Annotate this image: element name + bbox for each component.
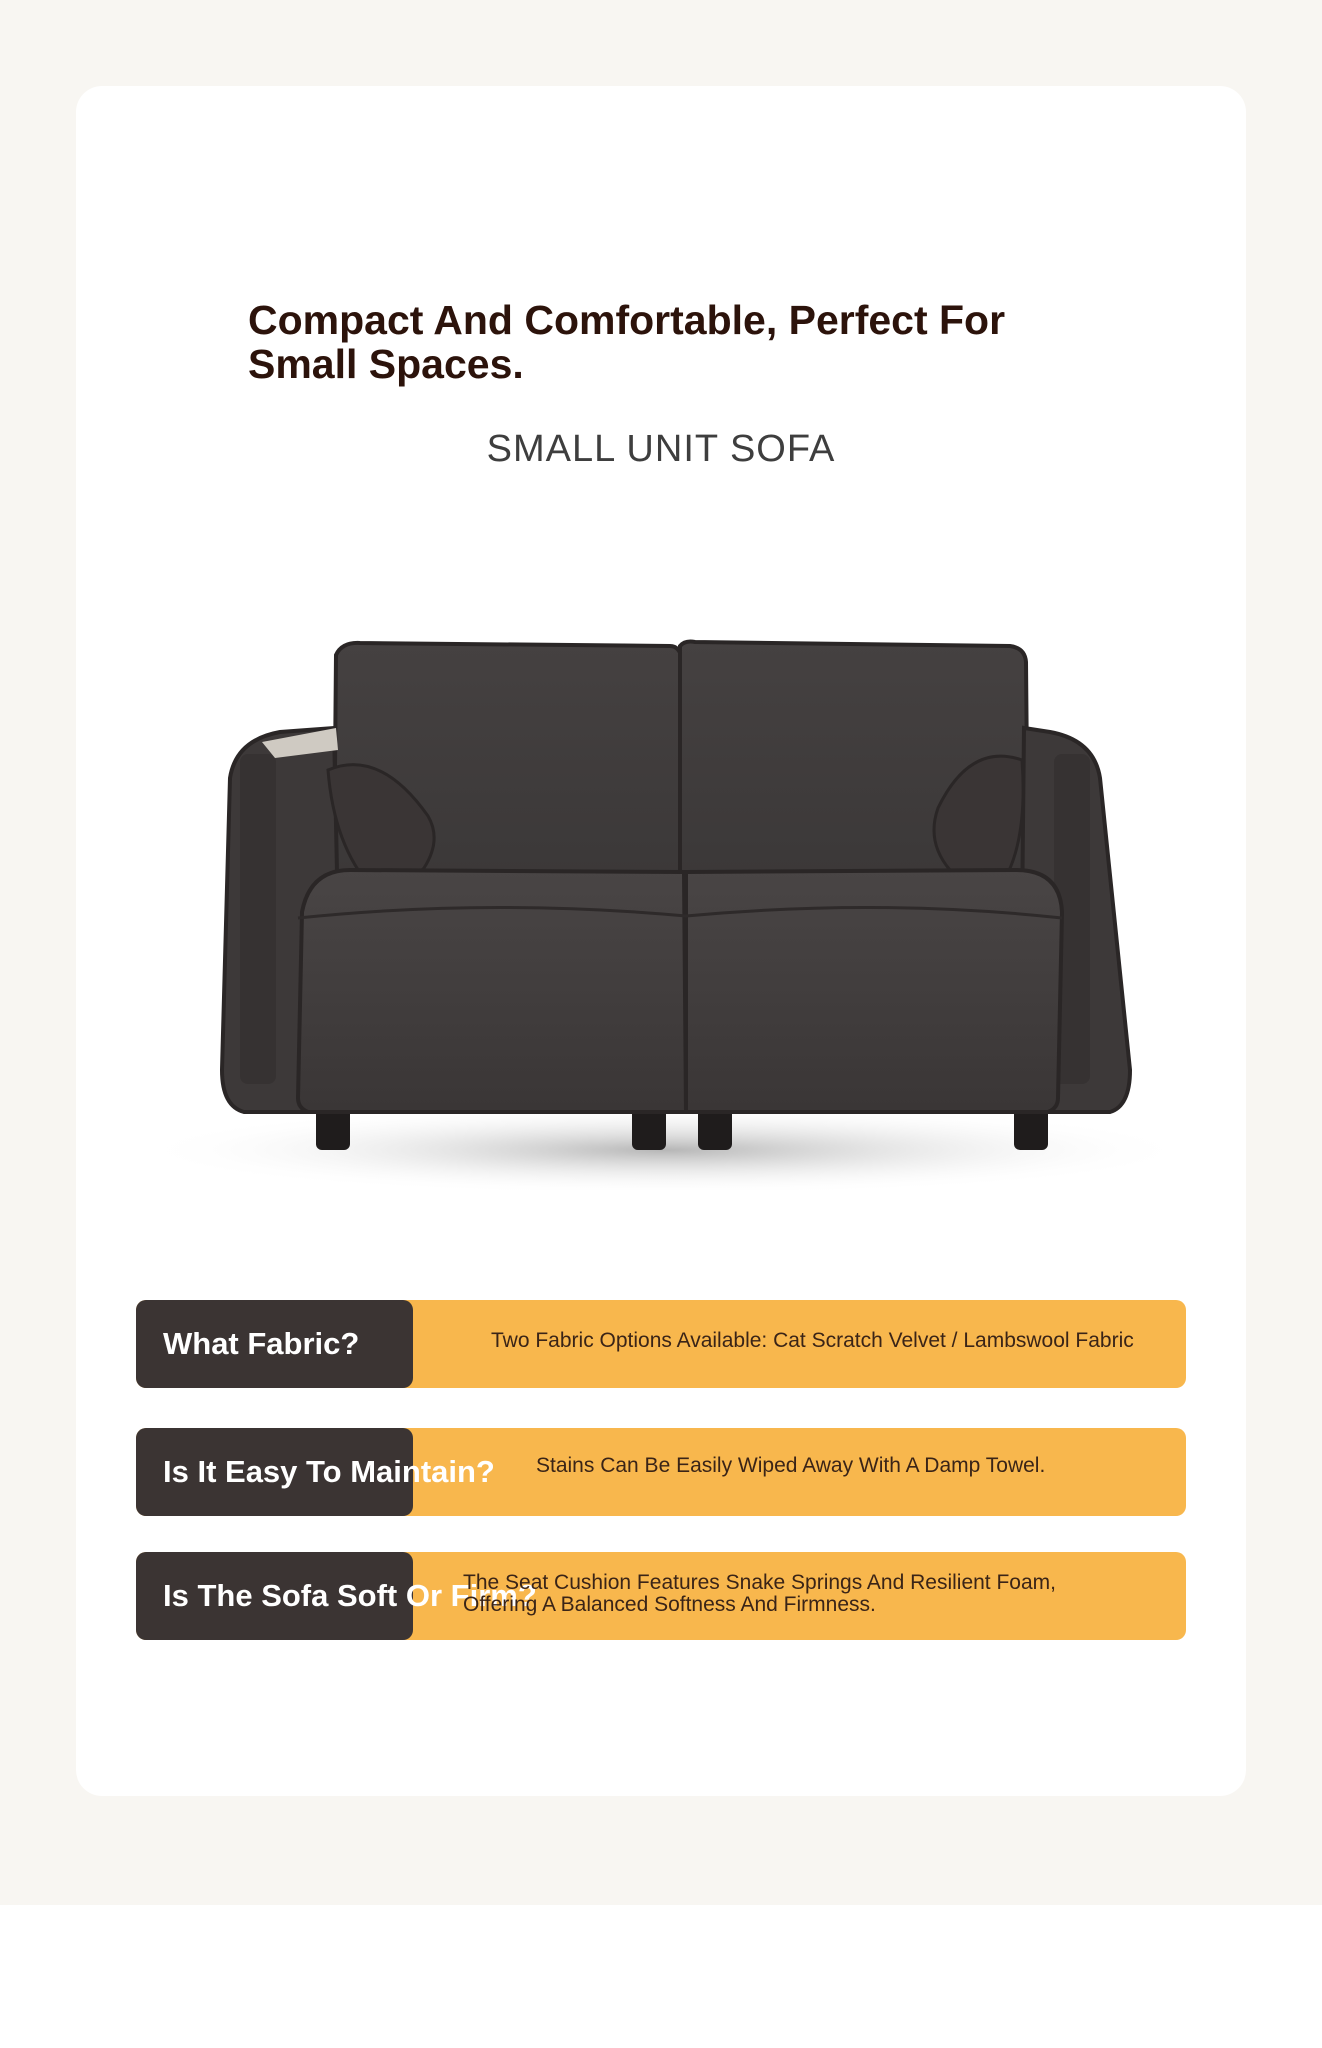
- faq-question-text: What Fabric?: [163, 1326, 360, 1361]
- faq-answer-text: Two Fabric Options Available: Cat Scratch Velvet / Lambswool Fabric: [491, 1329, 1134, 1352]
- product-label: SMALL UNIT SOFA: [486, 428, 836, 470]
- feature-headline: Compact And Comfortable, Perfect For Small Spaces.: [248, 297, 1006, 387]
- faq-answer-text: The Seat Cushion Features Snake Springs And Resilient Foam, Offering A Balanced Softness And Firmness.: [463, 1571, 1056, 1616]
- faq-row-fabric: [136, 1300, 1186, 1388]
- page-bottom-band: [0, 1905, 1322, 2048]
- faq-question-text: Is It Easy To Maintain?: [163, 1454, 495, 1489]
- faq-row-firmness: [136, 1552, 1186, 1640]
- faq-question-text: Is The Sofa Soft Or Firm?: [163, 1578, 537, 1613]
- faq-answer-text: Stains Can Be Easily Wiped Away With A Damp Towel.: [536, 1454, 1046, 1477]
- sofa-image: [110, 630, 1220, 1190]
- faq-row-maintenance: [136, 1428, 1186, 1516]
